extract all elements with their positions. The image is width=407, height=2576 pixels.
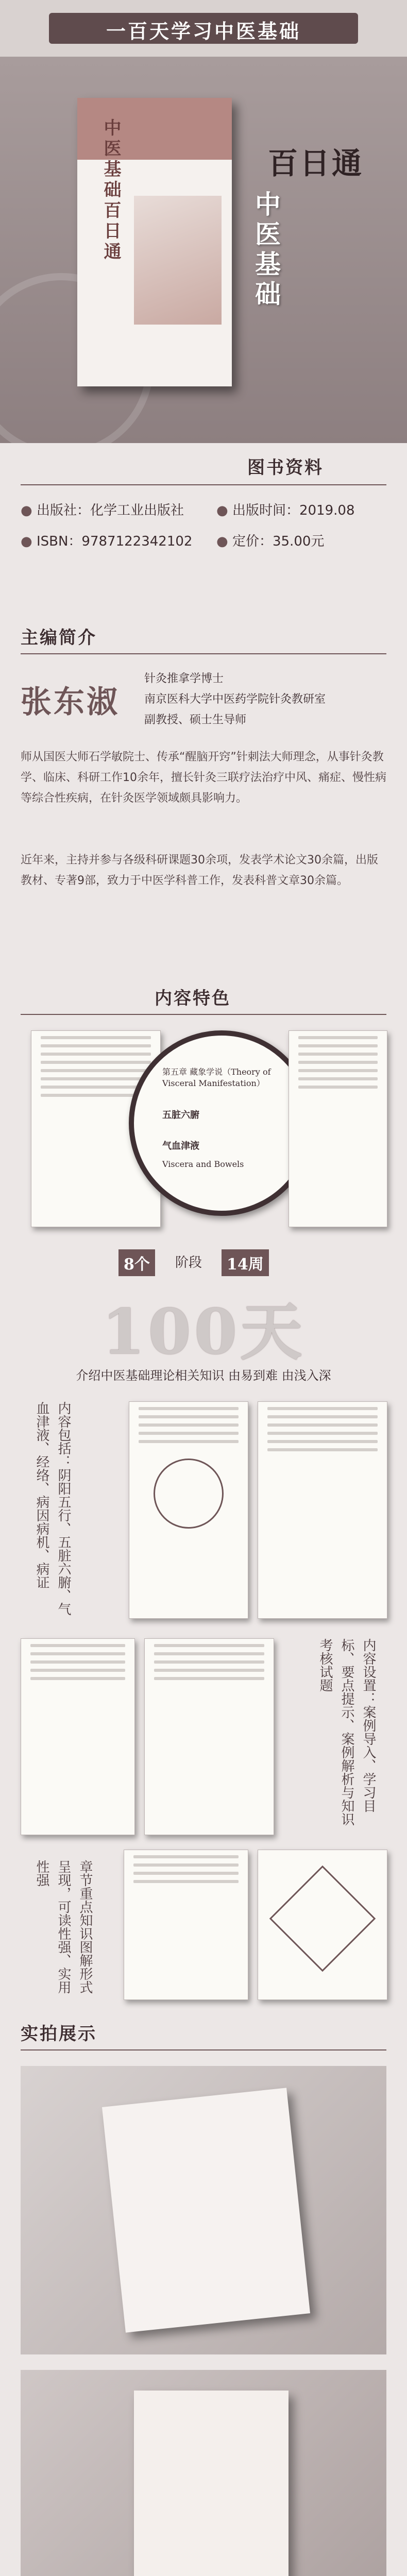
magnifier [129, 1030, 314, 1216]
photo-1 [21, 2066, 386, 2354]
editor-line-3: 副教授、硕士生导师 [144, 714, 247, 726]
date-label: 出版时间： [232, 503, 299, 518]
features-tagline: 介绍中医基础理论相关知识 由易到难 由浅入深 [76, 1368, 331, 1383]
stage-label: 阶段 [175, 1255, 202, 1270]
bullet-icon: ● [21, 503, 32, 518]
editor-divider [21, 653, 386, 654]
info-title: 图书资料 [247, 457, 324, 478]
price-value: 35.00元 [272, 534, 325, 549]
headline: 一百天学习中医基础 [106, 20, 301, 43]
editor-section [0, 613, 407, 974]
isbn-label: ISBN： [36, 534, 82, 549]
page-snippet-3: 气血津液 [162, 1141, 199, 1151]
feature-page-4a [124, 1850, 248, 2000]
week-count: 14周 [222, 1249, 269, 1276]
page-snippet-1: 第五章 藏象学说（Theory of Visceral Manifestation） [162, 1067, 271, 1088]
vertical-text-3: 章节重点知识图解形式呈现，可读性强、实用性强 [34, 1860, 93, 1994]
date-value: 2019.08 [299, 503, 355, 518]
page-snippet-2: 五脏六腑 [162, 1110, 199, 1121]
feature-page-3a [21, 1638, 135, 1835]
editor-para-1: 师从国医大师石学敏院士、传承“醒脑开窍”针刺法大师理念，从事针灸教学、临床、科研工作10余年，擅长针灸三联疗法治疗中风、痛症、慢性病等综合性疾病，在针灸医学领域颇具影响力。 [21, 751, 386, 805]
features-title: 内容特色 [155, 988, 231, 1009]
cover-image [134, 196, 222, 325]
feature-page-2b [258, 1401, 387, 1619]
editor-para-2: 近年来，主持并参与各级科研课题30余项，发表学术论文30余篇，出版教材、专著9部，致力于中医学科普工作，发表科普文章30余篇。 [21, 854, 378, 887]
days-big: 100天 [101, 1296, 306, 1368]
isbn-value: 9787122342102 [81, 534, 193, 549]
bullet-icon: ● [216, 534, 228, 549]
photos-divider [21, 2049, 386, 2050]
feature-page-4b [258, 1850, 387, 2000]
vertical-text-2: 内容设置：案例导入、学习目标、要点提示、案例解析与知识考核试题 [317, 1638, 376, 1826]
hero-area [0, 57, 407, 443]
feature-page-right [289, 1030, 387, 1227]
date-row [216, 500, 355, 519]
cover-title: 中医基础百日通 [100, 118, 121, 263]
photos-title: 实拍展示 [21, 2024, 97, 2044]
stage-count: 8个 [118, 1249, 155, 1276]
editor-name: 张东淑 [21, 684, 120, 720]
publisher-row [21, 500, 184, 519]
price-label: 定价： [232, 534, 273, 549]
pentagon-diagram [154, 1459, 224, 1529]
publisher-label: 出版社： [36, 503, 90, 518]
stage-row [118, 1247, 289, 1278]
book-cover [77, 98, 232, 386]
features-divider [21, 1014, 386, 1015]
photo-2 [21, 2370, 386, 2576]
features-section [0, 974, 407, 2009]
price-row [216, 531, 324, 550]
top-banner [0, 0, 407, 57]
bullet-icon: ● [21, 534, 32, 549]
side-title-1: 百日通 [268, 146, 364, 181]
photos-section [0, 2009, 407, 2576]
info-divider [21, 484, 386, 485]
vertical-text-1: 内容包括：阴阳五行、五脏六腑、气血津液、经络、病因病机、病证 [34, 1401, 71, 1616]
isbn-row [21, 531, 192, 550]
feature-page-3b [144, 1638, 274, 1835]
editor-title: 主编简介 [21, 628, 97, 648]
side-title-2: 中医基础 [251, 191, 281, 310]
page-snippet-4: Viscera and Bowels [162, 1159, 244, 1169]
publisher-value: 化学工业出版社 [90, 503, 184, 518]
book-info-section [0, 443, 407, 613]
photo-2-book [134, 2391, 289, 2576]
editor-line-2: 南京医科大学中医药学院针灸教研室 [144, 693, 326, 706]
bullet-icon: ● [216, 503, 228, 518]
photo-1-book [102, 2088, 310, 2332]
editor-line-1: 针灸推拿学博士 [144, 672, 224, 685]
feature-page-2a [129, 1401, 248, 1619]
star-diagram [269, 1866, 376, 1972]
